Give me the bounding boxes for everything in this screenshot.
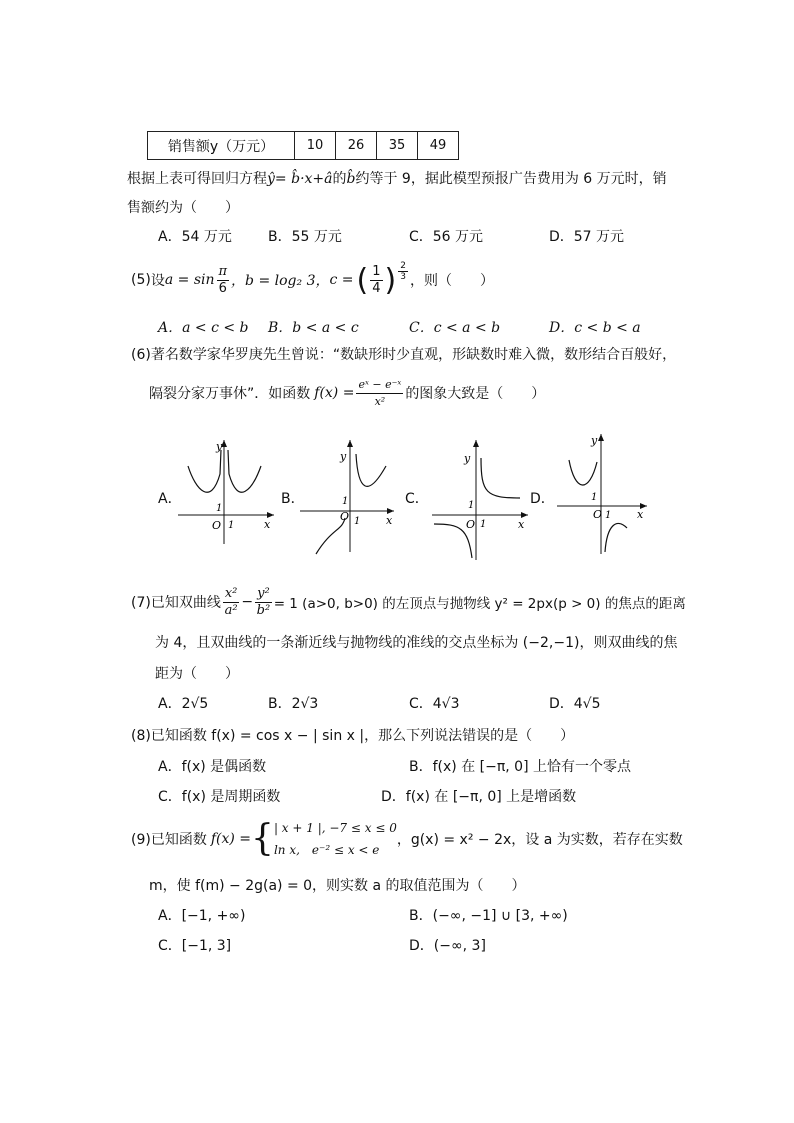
q6-line-1: (6)著名数学家华罗庚先生曾说：“数缺形时少直观，形缺数时难入微，数形结合百般好，	[131, 347, 677, 363]
option-c: C．56 万元	[409, 229, 484, 245]
graph-b-label: B．	[281, 491, 305, 507]
q7-y2: y²	[257, 585, 270, 601]
q5-pi: π	[218, 263, 228, 279]
q9-option-d: D．(−∞, 3]	[409, 938, 486, 954]
q5-one: 1	[372, 263, 381, 279]
eq-b-hat: b̂	[346, 171, 356, 187]
sales-table	[147, 131, 459, 160]
table-cell: 10	[295, 132, 336, 160]
q8-option-c: C．f(x) 是周期函数	[158, 789, 281, 805]
q5-tail: ，则（ ）	[409, 273, 494, 289]
q5-b-eq: ，b = log₂ 3，	[231, 273, 330, 289]
q7-x2: x²	[224, 585, 238, 601]
graph-b-origin: O	[340, 510, 350, 523]
q5-option-b: B．b < a < c	[268, 320, 359, 336]
q5-option-d: D．c < b < a	[549, 320, 641, 336]
q5-c-eq: c =	[329, 272, 354, 288]
graph-c-one-y: 1	[468, 500, 475, 511]
q5-number: (5)	[131, 272, 151, 288]
graph-a-x-label: x	[264, 518, 271, 531]
q5-text: 设	[150, 273, 165, 289]
q5-four: 4	[372, 280, 381, 296]
graph-d-y-label: y	[591, 434, 598, 447]
q7-b2: b²	[256, 602, 271, 618]
q9-option-a: A．[−1, +∞)	[158, 908, 246, 924]
table-row	[148, 132, 459, 160]
q7-text-a: (7)已知双曲线	[131, 595, 221, 611]
option-b: B．55 万元	[268, 229, 342, 245]
q9-case-1: | x + 1 |, −7 ≤ x ≤ 0	[273, 821, 397, 835]
q9-fx: f(x) =	[210, 831, 252, 847]
graph-a	[176, 436, 276, 546]
eq-rhs: = b̂·x+â	[274, 171, 333, 187]
q8-stem: (8)已知函数 f(x) = cos x − | sin x |，那么下列说法错误的是（ ）	[131, 728, 575, 744]
q8-option-d: D．f(x) 在 [−π, 0] 上是增函数	[381, 789, 577, 805]
graph-d-one-x: 1	[605, 510, 612, 521]
q9-line-1	[131, 814, 683, 864]
eq-y-hat: ŷ	[267, 171, 275, 187]
graph-b-x-label: x	[386, 514, 393, 527]
q6-fx: f(x) =	[314, 385, 355, 401]
regression-line-2: 售额约为（ ）	[127, 200, 239, 216]
q9-text-a: (9)已知函数	[131, 832, 207, 848]
option-d: D．57 万元	[549, 229, 625, 245]
q7-fraction-x	[223, 586, 240, 619]
q6-denominator: x²	[374, 394, 386, 408]
graph-c-origin: O	[466, 518, 476, 531]
q5-paren-close: )	[384, 262, 397, 298]
graph-a-label: A．	[158, 491, 182, 507]
q5-option-c: C．c < a < b	[409, 320, 501, 336]
graph-b-one-x: 1	[354, 516, 361, 527]
table-cell: 26	[336, 132, 377, 160]
q5-fraction-1-4	[370, 264, 382, 297]
q7-option-a: A．2√5	[158, 696, 209, 712]
graph-c-x-label: x	[518, 518, 525, 531]
q9-brace: {	[251, 818, 274, 859]
q5-option-a: A．a < c < b	[158, 320, 249, 336]
q5-exp-den: 3	[400, 271, 406, 282]
question-5-stem	[131, 258, 494, 302]
graph-a-one-y: 1	[216, 503, 223, 514]
option-a: A．54 万元	[158, 229, 232, 245]
q7-line-2: 为 4，且双曲线的一条渐近线与抛物线的准线的交点坐标为 (−2,−1)，则双曲线的焦	[155, 635, 678, 651]
q7-text-b: = 1 (a>0, b>0) 的左顶点与抛物线 y² = 2px(p > 0) 的焦点的距离	[273, 596, 686, 612]
q5-paren-open: (	[356, 262, 369, 298]
q5-exponent	[398, 261, 408, 282]
q7-line-1	[131, 580, 686, 624]
q7-minus: −	[241, 594, 254, 610]
graph-d-x-label: x	[637, 508, 644, 521]
q5-exp-num: 2	[400, 260, 406, 271]
q7-option-d: D．4√5	[549, 696, 601, 712]
q5-fraction-pi-6	[217, 264, 230, 297]
graph-b	[298, 436, 398, 556]
graph-d-one-y: 1	[591, 492, 598, 503]
graph-d-origin: O	[593, 508, 603, 521]
graph-a-one-x: 1	[228, 520, 235, 531]
graph-a-origin: O	[212, 519, 222, 532]
q9-cases	[274, 817, 397, 861]
graph-c	[430, 438, 530, 562]
graph-b-one-y: 1	[342, 496, 349, 507]
q8-option-b: B．f(x) 在 [−π, 0] 上恰有一个零点	[409, 759, 631, 775]
q7-option-c: C．4√3	[409, 696, 460, 712]
q7-a2: a²	[224, 602, 238, 618]
table-cell: 49	[418, 132, 459, 160]
regression-line-1	[127, 168, 667, 188]
q8-option-a: A．f(x) 是偶函数	[158, 759, 267, 775]
q9-case-2: ln x, e⁻² ≤ x < e	[273, 843, 380, 857]
graph-c-label: C．	[405, 491, 429, 507]
graph-c-y-label: y	[464, 452, 471, 465]
graph-a-y-label: y	[216, 440, 223, 453]
graph-d-label: D．	[530, 491, 555, 507]
q5-six: 6	[218, 280, 227, 296]
q9-line-2: m，使 f(m) − 2g(a) = 0，则实数 a 的取值范围为（ ）	[149, 878, 526, 894]
q9-option-c: C．[−1, 3]	[158, 938, 232, 954]
q6-text-a: 隔裂分家万事休”．如函数	[149, 386, 311, 402]
q9-option-b: B．(−∞, −1] ∪ [3, +∞)	[409, 908, 568, 924]
q7-fraction-y	[255, 586, 272, 619]
q6-text-b: 的图象大致是（ ）	[405, 386, 546, 402]
table-header-cell: 销售额y（万元）	[148, 132, 295, 160]
regression-text-b: 的	[332, 171, 347, 187]
graph-c-one-x: 1	[480, 519, 487, 530]
graph-d	[555, 432, 655, 556]
regression-text-a: 根据上表可得回归方程	[127, 171, 267, 187]
q7-line-3: 距为（ ）	[155, 666, 239, 682]
graph-b-y-label: y	[340, 450, 347, 463]
q7-option-b: B．2√3	[268, 696, 319, 712]
table-cell: 35	[377, 132, 418, 160]
q5-a-eq: a = sin	[164, 272, 215, 288]
regression-text-c: 约等于 9，据此模型预报广告费用为 6 万元时，销	[355, 171, 667, 187]
q9-text-b: ，g(x) = x² − 2x，设 a 为实数，若存在实数	[396, 832, 683, 848]
q6-line-2	[149, 371, 545, 415]
q6-fraction	[356, 377, 403, 410]
q6-numerator: eˣ − e⁻ˣ	[356, 377, 403, 394]
